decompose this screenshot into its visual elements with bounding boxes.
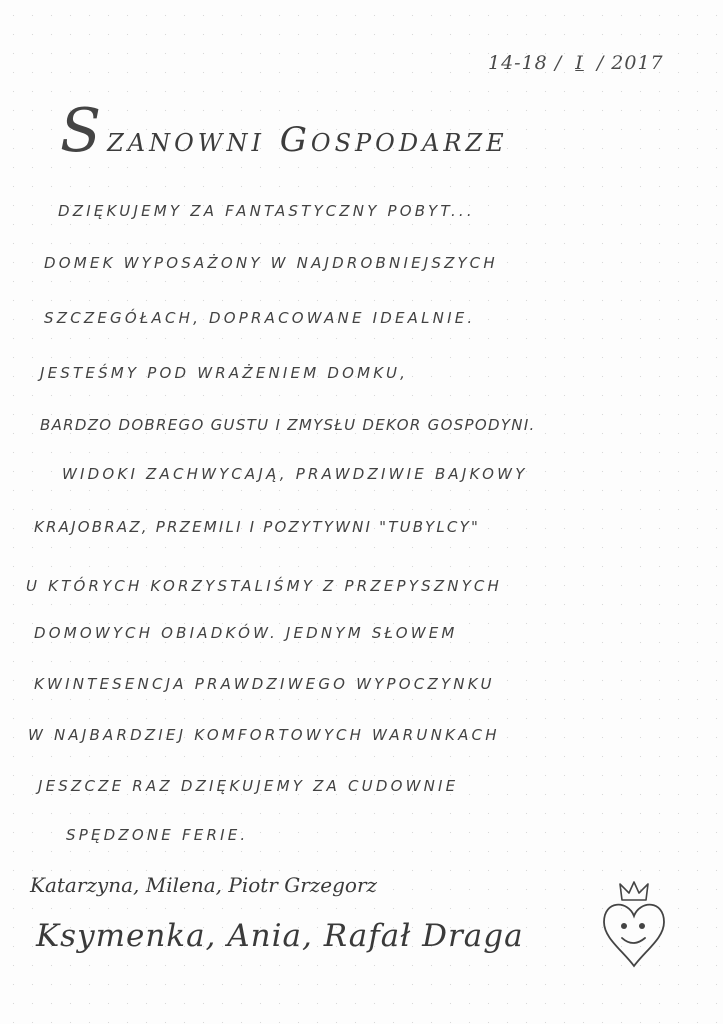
greeting-initial: S [60,96,106,166]
letter-line: KWINTESENCJA PRAWDZIWEGO WYPOCZYNKU [34,675,495,693]
date-month: I [575,52,584,74]
letter-line: W NAJBARDZIEJ KOMFORTOWYCH WARUNKACH [28,726,500,744]
date-year: 2017 [611,52,664,74]
date-separator: / [596,52,605,74]
letter-line: JESTEŚMY POD WRAŻENIEM DOMKU, [40,364,409,382]
letter-line: DOMEK WYPOSAŻONY W NAJDROBNIEJSZYCH [44,254,498,272]
letter-line: KRAJOBRAZ, PRZEMILI I POZYTYWNI "TUBYLCY" [34,518,481,536]
letter-line: U KTÓRYCH KORZYSTALIŚMY Z PRZEPYSZNYCH [26,577,502,595]
signature-line-1: Katarzyna, Milena, Piotr Grzegorz [30,873,378,897]
date-separator: / [554,52,563,74]
letter-line: WIDOKI ZACHWYCAJĄ, PRAWDZIWIE BAJKOWY [62,465,528,483]
letter-line: JESZCZE RAZ DZIĘKUJEMY ZA CUDOWNIE [38,777,459,795]
letter-line: BARDZO DOBREGO GUSTU I ZMYSŁU DEKOR GOSPODYNI. [40,416,536,434]
letter-line: DZIĘKUJEMY ZA FANTASTYCZNY POBYT... [58,202,475,220]
crowned-heart-smiley-icon [598,880,670,970]
date-days: 14-18 [488,52,548,74]
letter-line: SZCZEGÓŁACH, DOPRACOWANE IDEALNIE. [44,309,476,327]
letter-line: SPĘDZONE FERIE. [66,826,249,844]
signature-line-2: Ksymenka, Ania, Rafał Draga [36,918,524,954]
crowned-heart-smiley-icon [598,880,670,970]
greeting-text: zanowni Gospodarze [107,120,508,160]
letter-line: DOMOWYCH OBIADKÓW. JEDNYM SŁOWEM [34,624,458,642]
